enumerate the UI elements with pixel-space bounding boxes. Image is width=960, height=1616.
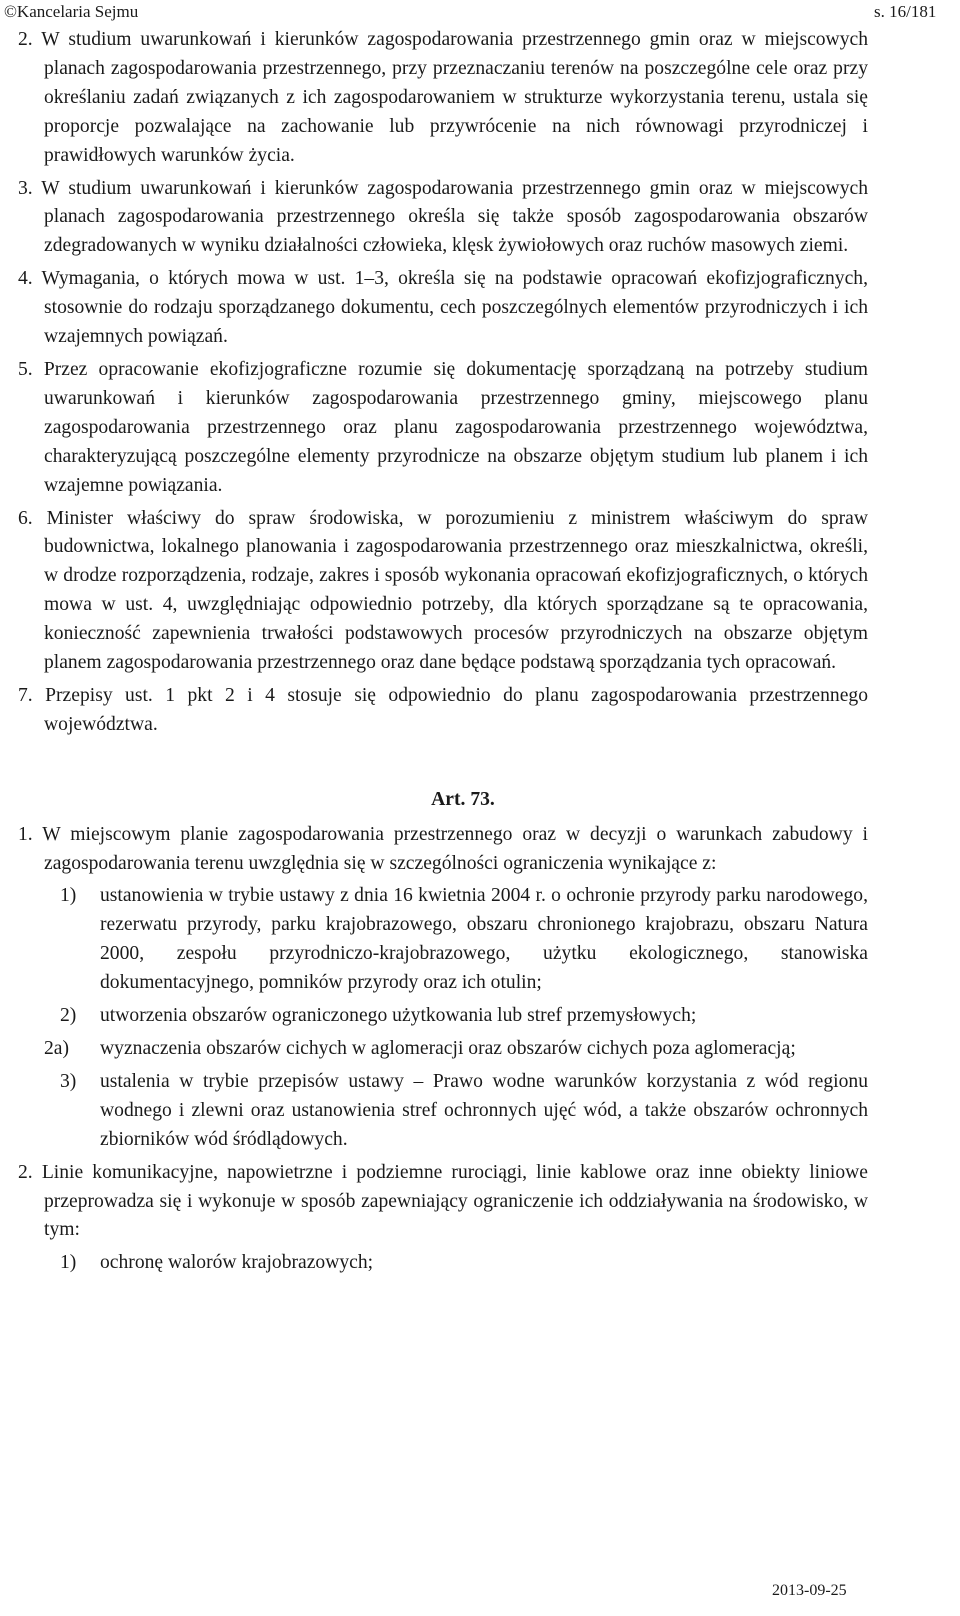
list-item-label: 2a) (44, 1038, 70, 1059)
list-item-label: 1) (60, 1252, 77, 1274)
article-heading: Art. 73. (431, 788, 495, 810)
list-item-text: wyznaczenia obszarów cichych w aglomeracji oraz obszarów cichych poza aglomeracją; (100, 1038, 796, 1059)
list-item (60, 1249, 868, 1278)
paragraph-4: 4. Wymagania, o których mowa w ust. 1–3, określa się na podstawie opracowań ekofizjograficznych, stosownie do rodzaju sporządzanego dokumentu, cech poszczególnych elementów przyrodniczych i ich wzajemnych powiązań. (18, 268, 868, 348)
paragraph-3: 3. W studium uwarunkowań i kierunków zagospodarowania przestrzennego gmin oraz w miejscowych planach zagospodarowania przestrzennego określa się także sposób zagospodarowania obszarów zdegradowanych w wyniku działalności człowieka, klęsk żywiołowych oraz ruchów masowych ziemi. (18, 177, 868, 257)
page-number: s. 16/181 (874, 2, 937, 21)
list-item-text: ustanowienia w trybie ustawy z dnia 16 kwietnia 2004 r. o ochronie przyrody parku narodowego, rezerwatu przyrody, parku krajobrazowego, obszaru chronionego krajobrazu, obszaru Natura 2000, zespołu przyrodniczo-krajobrazowego, użytku ekologicznego, stanowiska dokumentacyjnego, pomników przyrody oraz ich otulin; (100, 885, 868, 994)
footer-date: 2013-09-25 (772, 1582, 847, 1599)
article-paragraph-1: 1. W miejscowym planie zagospodarowania przestrzennego oraz w decyzji o warunkach zabudowy i zagospodarowania terenu uwzględnia się w szczególności ograniczenia wynikające z: (18, 823, 868, 874)
list-item (60, 882, 868, 998)
list-item-label: 1) (60, 885, 77, 907)
document-body (18, 26, 868, 1282)
list-item-text: utworzenia obszarów ograniczonego użytkowania lub stref przemysłowych; (100, 1005, 697, 1027)
list-item (60, 1002, 868, 1031)
paragraph-7: 7. Przepisy ust. 1 pkt 2 i 4 stosuje się odpowiednio do planu zagospodarowania przestrzennego województwa. (18, 684, 868, 735)
paragraph-5: 5. Przez opracowanie ekofizjograficzne rozumie się dokumentację sporządzaną na potrzeby studium uwarunkowań i kierunków zagospodarowania przestrzennego gminy, miejscowego planu zagospodarowania przestrzennego oraz planu zagospodarowania przestrzennego województwa, charakteryzującą poszczególne elementy przyrodnicze na obszarze objętym studium lub planem i ich wzajemne powiązania. (18, 358, 868, 496)
list-item (44, 1035, 868, 1064)
list-item-text: ustalenia w trybie przepisów ustawy – Prawo wodne warunków korzystania z wód regionu wodnego i zlewni oraz ustanowienia stref ochronnych ujęć wód, a także obszarów ochronnych zbiorników wód śródlądowych. (100, 1070, 868, 1150)
paragraph-6: 6. Minister właściwy do spraw środowiska, w porozumieniu z ministrem właściwym do spraw budownictwa, lokalnego planowania i zagospodarowania przestrzennego oraz mieszkalnictwa, określi, w drodze rozporządzenia, rodzaje, zakres i sposób wykonania opracowań ekofizjograficznych, o których mowa w ust. 4, uwzględniając odpowiednio potrzeby, dla których sporządzane są te opracowania, konieczność zapewnienia trwałości podstawowych procesów przyrodniczych na obszarze objętym planem zagospodarowania przestrzennego oraz dane będące podstawą sporządzania tych opracowań. (18, 507, 868, 674)
list-item-label: 3) (60, 1070, 77, 1092)
paragraph-2: 2. W studium uwarunkowań i kierunków zagospodarowania przestrzennego gmin oraz w miejscowych planach zagospodarowania przestrzennego, przy przeznaczaniu terenów na poszczególne cele oraz przy określaniu zadań związanych z ich zagospodarowaniem w strukturze wykorzystania terenu, ustala się proporcje pozwalające na zachowanie lub przywrócenie na nich równowagi przyrodniczej i prawidłowych warunków życia. (18, 29, 868, 166)
copyright-label: ©Kancelaria Sejmu (4, 2, 139, 21)
article-paragraph-2: 2. Linie komunikacyjne, napowietrzne i podziemne rurociągi, linie kablowe oraz inne obiekty liniowe przeprowadza się i wykonuje w sposób zapewniający ograniczenie ich oddziaływania na środowisko, w tym: (18, 1161, 868, 1241)
list-item (60, 1068, 868, 1155)
list-item-text: ochronę walorów krajobrazowych; (100, 1252, 374, 1274)
list-item-label: 2) (60, 1005, 77, 1027)
